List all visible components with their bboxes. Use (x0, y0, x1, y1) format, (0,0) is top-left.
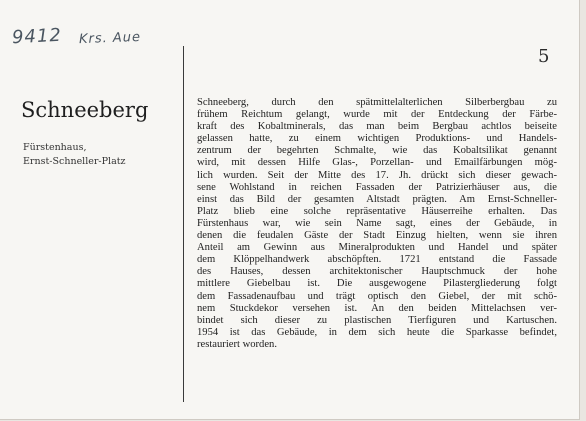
body-line: kraft des Kobaltminerals, das man beim Bergbau achtlos beiseite (197, 121, 557, 133)
body-line: Schneeberg, durch den spätmittelalterlichen Silberbergbau zu (197, 97, 557, 108)
body-line: restauriert worden. (197, 338, 278, 350)
vertical-divider (183, 46, 184, 402)
handwritten-reference: 9412 (11, 24, 63, 49)
body-line: Fürstenhaus war, wie sein Name sagt, eines der Gebäude, in (197, 217, 557, 229)
handwritten-abbreviation: Krs. Aue (78, 29, 141, 48)
body-line: wird, mit dessen Hilfe Glas-, Porzellan- und Emailfärbungen mög- (197, 157, 557, 169)
handwritten-note (12, 26, 141, 47)
subtitle-line: Fürstenhaus, (23, 142, 87, 153)
body-line: Platz blieb eine solche repräsentative Häuserreihe erhalten. Das (197, 205, 557, 217)
body-line: dem Fassadenaufbau und trägt optisch den Giebel, der mit schö- (197, 290, 557, 302)
body-line: nem Stuckdekor versehen ist. An den beiden Mittelachsen ver- (197, 302, 557, 314)
body-line: einst das Bild der gesamten Altstadt prägten. Am Ernst-Schneller- (197, 193, 557, 205)
body-line: bindet sich dieser zu plastischen Tierfiguren und Kartuschen. (197, 314, 557, 326)
body-text (197, 97, 557, 351)
body-line: Anteil am Gewinn aus Mineralprodukten und Handel und später (197, 242, 557, 254)
subtitle-line: Ernst-Schneller-Platz (23, 156, 126, 167)
page-number: 5 (538, 46, 550, 67)
body-line: dem Klöppelhandwerk abschöpften. 1721 entstand die Fassade (197, 254, 557, 266)
page-title: Schneeberg (21, 98, 149, 122)
body-line: frühem Reichtum gelangt, wurde mit der Entdeckung der Färbe- (197, 109, 557, 121)
body-line: zentrum der begehrten Schmalte, wie das Kobaltsilikat genannt (197, 145, 557, 157)
body-line: des Hauses, dessen architektonischer Hauptschmuck der hohe (197, 266, 557, 278)
body-line: 1954 ist das Gebäude, in dem sich heute die Sparkasse befindet, (197, 326, 557, 338)
subtitle (23, 141, 126, 169)
body-line: mittlere Giebelbau ist. Die ausgewogene Pilastergliederung folgt (197, 278, 557, 290)
body-line: sene Wohlstand in reichen Fassaden der Patrizierhäuser aus, die (197, 181, 557, 193)
body-line: lich wurden. Seit der Mitte des 17. Jh. drückt sich dieser gewach- (197, 169, 557, 181)
body-line: denen die feudalen Gäste der Stadt Einzug hielten, wenn sie ihren (197, 230, 557, 242)
body-line: gelassen hatte, zu einem wichtigen Produktions- und Handels- (197, 133, 557, 145)
